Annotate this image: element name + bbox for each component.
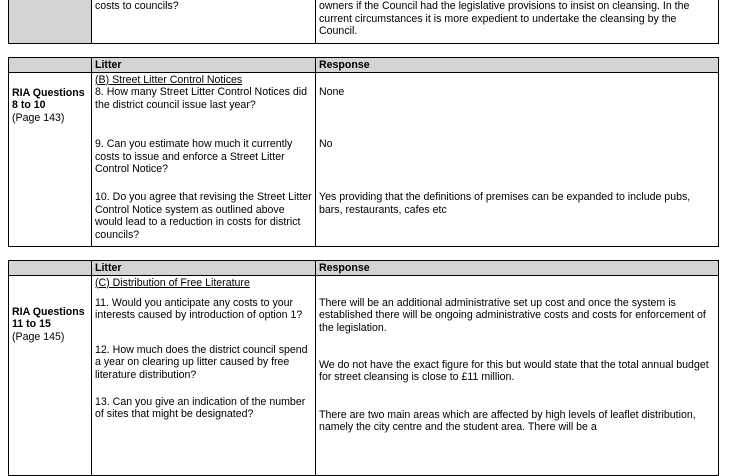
header-litter: Litter: [92, 58, 316, 73]
top-table: [8, 0, 719, 44]
ria-label-cell: [9, 275, 92, 475]
question-cell: costs to councils?: [92, 0, 316, 43]
label-cell: [9, 0, 92, 43]
header-blank: [9, 261, 92, 276]
response-13: There are two main areas which are affected by high levels of leaflet distribution, namely the city centre and the student area. There will be a: [319, 408, 696, 434]
question-12: 12. How much does the district council spend a year on clearing up litter caused by free literature distribution?: [95, 343, 308, 381]
response-8: None: [319, 86, 345, 99]
question-8: 8. How many Street Litter Control Notices did the district council issue last year?: [95, 86, 307, 111]
table-body-row: [9, 72, 719, 246]
ria-page: (Page 145): [12, 330, 65, 343]
header-response: Response: [316, 261, 719, 276]
header-blank: [9, 58, 92, 73]
responses-cell: [316, 275, 719, 475]
table-free-literature: [8, 260, 719, 476]
response-12: We do not have the exact figure for this but would state that the total annual budget for street cleansing is close to £11 million.: [319, 358, 709, 384]
ria-label: RIA Questions 11 to 15: [12, 305, 85, 331]
response-9: No: [319, 138, 333, 151]
question-10: 10. Do you agree that revising the Street Litter Control Notice system as outlined above would lead to a reduction in costs for district councils?: [95, 191, 312, 241]
response-cell: owners if the Council had the legislative provisions to insist on cleansing. In the current circumstances it is more expedient to undertake the cleansing by the Council.: [316, 0, 719, 43]
responses-cell: [316, 72, 719, 246]
table-body-row: [9, 275, 719, 475]
table-row: [9, 0, 719, 43]
question-13: 13. Can you give an indication of the number of sites that might be designated?: [95, 395, 306, 421]
table-street-litter: [8, 57, 719, 247]
ria-label: RIA Questions 8 to 10: [12, 86, 85, 112]
table-header-row: [9, 58, 719, 73]
ria-label-cell: [9, 72, 92, 246]
header-response: Response: [316, 58, 719, 73]
section-title: (C) Distribution of Free Literature: [95, 276, 250, 289]
questions-cell: [92, 72, 316, 246]
question-9: 9. Can you estimate how much it currently costs to issue and enforce a Street Litter Control Notice?: [95, 138, 293, 176]
question-11: 11. Would you anticipate any costs to your interests caused by introduction of option 1?: [95, 296, 303, 322]
ria-page: (Page 143): [12, 111, 65, 124]
response-10: Yes providing that the definitions of premises can be expanded to include pubs, bars, restaurants, cafes etc: [319, 191, 691, 216]
table-header-row: [9, 261, 719, 276]
questions-cell: [92, 275, 316, 475]
header-litter: Litter: [92, 261, 316, 276]
response-11: There will be an additional administrative set up cost and once the system is established there will be ongoing administrative costs and costs for enforcement of the legislation.: [319, 296, 706, 334]
section-title: (B) Street Litter Control Notices: [95, 73, 243, 86]
